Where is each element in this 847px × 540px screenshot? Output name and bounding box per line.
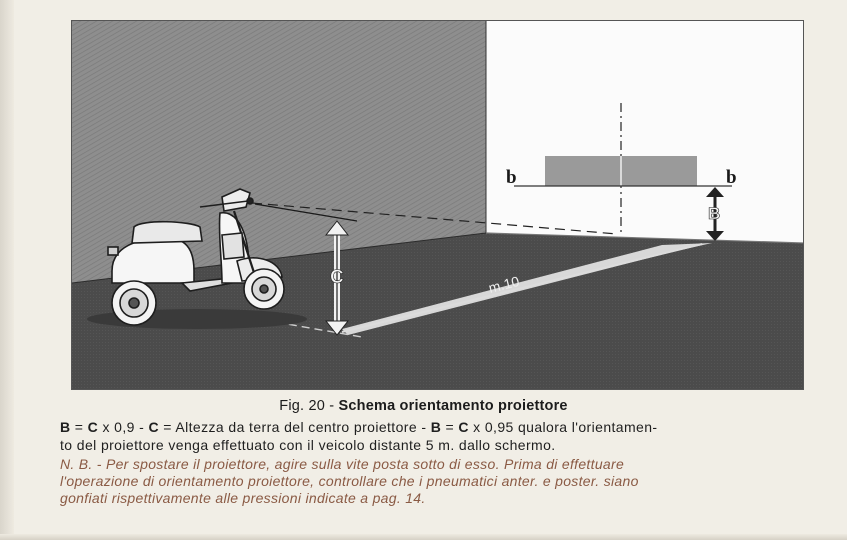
- caption-title: Schema orientamento proiettore: [338, 398, 568, 414]
- label-b-right: b: [726, 167, 737, 188]
- symbol-C: C: [87, 419, 99, 435]
- note-line: N. B. - Per spostare il proiettore, agire sulla vite posta sotto di esso. Prima di effettuare: [60, 456, 625, 472]
- label-B: B: [708, 204, 721, 223]
- note-line: gonfiati rispettivamente alle pressioni indicate a pag. 14.: [60, 490, 426, 506]
- label-C: C: [330, 267, 344, 288]
- symbol-C: C: [148, 419, 159, 435]
- equals: =: [70, 419, 88, 435]
- page-edge: [0, 0, 14, 540]
- headlight-diagram: [71, 20, 804, 390]
- equals: =: [441, 419, 459, 435]
- formula-line-2: to del proiettore venga effettuato con il veicolo distante 5 m. dallo schermo.: [60, 437, 556, 453]
- note-line: l'operazione di orientamento proiettore, controllare che i pneumatici anter. e poster. siano: [60, 473, 639, 489]
- screen: [486, 21, 804, 243]
- formula-text-part: = Altezza da terra del centro proiettore -: [159, 419, 431, 435]
- symbol-C: C: [458, 419, 469, 435]
- caption-prefix: Fig. 20 -: [279, 398, 339, 414]
- label-distance: m.10: [486, 272, 521, 296]
- page-edge-bottom: [0, 534, 847, 540]
- symbol-B: B: [60, 419, 71, 435]
- symbol-B: B: [430, 419, 442, 435]
- formula-text: [60, 418, 830, 454]
- figure-caption: [0, 398, 847, 414]
- formula-text-part: x 0,95 qualora l'orientamen-: [468, 419, 658, 435]
- formula-text-part: x 0,9 -: [98, 419, 149, 435]
- label-b-left: b: [506, 167, 517, 188]
- note-text: [60, 456, 830, 507]
- formula-line-1: [60, 418, 830, 436]
